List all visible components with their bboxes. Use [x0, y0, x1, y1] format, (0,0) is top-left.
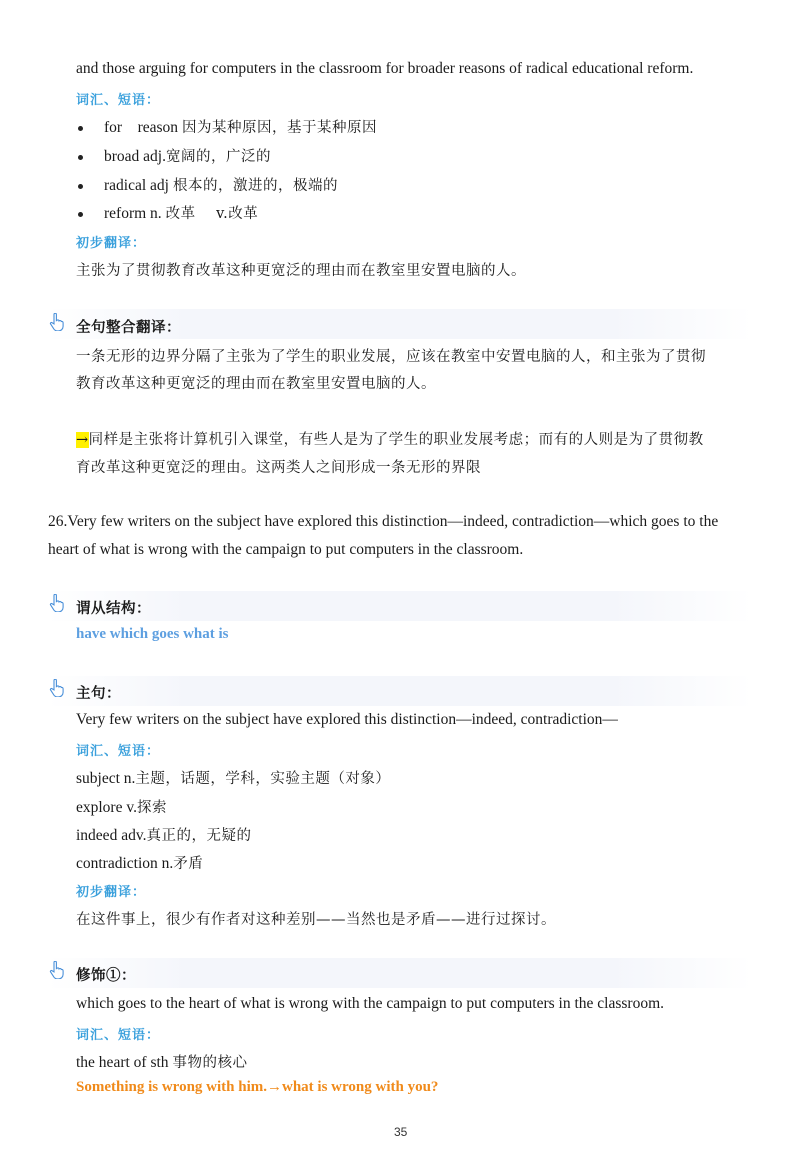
vocab-term: radical adj	[104, 177, 169, 194]
bullet-icon	[78, 212, 83, 217]
vocab-item	[76, 796, 167, 817]
vocab-item	[76, 1051, 248, 1072]
vocab-term: subject n.	[76, 770, 136, 787]
vocab-def: 根本的，激进的，极端的	[172, 178, 338, 194]
modifier-text: which goes to the heart of what is wrong with the campaign to put computers in the classroom.	[76, 995, 665, 1012]
pointing-hand-icon	[48, 961, 64, 979]
vocab-def: 主题，话题，学科，实验主题（对象）	[135, 771, 391, 787]
prelim-translation-text: 在这件事上，很少有作者对这种差别——当然也是矛盾——进行过探讨。	[76, 912, 556, 928]
main-clause-title: 主句：	[76, 685, 121, 702]
vocab-term: the heart of sth	[76, 1054, 169, 1071]
vocab-term: contradiction n.	[76, 855, 174, 872]
vocab-item	[104, 145, 271, 166]
predicate-structure-text: have which goes what is	[76, 626, 229, 642]
sentence-26-line: 26.Very few writers on the subject have explored this distinction—indeed, contradiction—which goes to the	[48, 513, 719, 530]
vocab-def: 真正的，无疑的	[146, 828, 252, 844]
full-translation-title: 全句整合翻译：	[76, 319, 181, 336]
page-number: 35	[394, 1125, 408, 1139]
pointing-hand-icon	[48, 313, 64, 331]
vocab-def: 事物的核心	[172, 1055, 248, 1071]
vocab-term: explore v.	[76, 799, 137, 816]
vocab-def: 因为某种原因，基于某种原因	[182, 120, 378, 136]
pointing-hand-icon	[48, 679, 64, 697]
vocab-label: 词汇、短语：	[76, 1028, 161, 1043]
prelim-translation-label: 初步翻译：	[76, 236, 147, 251]
vocab-item	[104, 202, 258, 223]
alt-translation-line	[76, 428, 704, 449]
vocab-def: 矛盾	[173, 856, 204, 872]
arrow-highlight: →	[76, 432, 89, 448]
section-header-bar	[48, 676, 752, 706]
alt-translation-text: 同样是主张将计算机引入课堂，有些人是为了学生的职业发展考虑；而有的人则是为了贯彻教	[88, 432, 704, 448]
prelim-translation-label: 初步翻译：	[76, 885, 147, 900]
modifier-title: 修饰①：	[76, 967, 136, 984]
section-header-bar	[48, 958, 752, 988]
vocab-item	[104, 116, 377, 137]
section-header-bar	[48, 591, 752, 621]
vocab-item	[76, 824, 251, 845]
predicate-structure-title: 谓从结构：	[76, 600, 151, 617]
vocab-term: reform n.	[104, 205, 162, 222]
vocab-def: 宽阔的，广泛的	[165, 149, 271, 165]
bullet-icon	[78, 155, 83, 160]
full-translation-line: 一条无形的边界分隔了主张为了学生的职业发展，应该在教室中安置电脑的人，和主张为了贯彻	[76, 349, 706, 365]
vocab-label: 词汇、短语：	[76, 93, 161, 108]
vocab-def: 探索	[136, 800, 167, 816]
vocab-term: indeed adv.	[76, 827, 147, 844]
vocab-def: 改革 v.改革	[165, 206, 259, 222]
sentence-26-line: heart of what is wrong with the campaign to put computers in the classroom.	[48, 541, 524, 558]
vocab-label: 词汇、短语：	[76, 744, 161, 759]
full-translation-line: 教育改革这种更宽泛的理由而在教室里安置电脑的人。	[76, 376, 436, 392]
intro-line: and those arguing for computers in the classroom for broader reasons of radical educational reform.	[76, 60, 694, 77]
vocab-item	[76, 767, 390, 788]
prelim-translation-text: 主张为了贯彻教育改革这种更宽泛的理由而在教室里安置电脑的人。	[76, 263, 526, 279]
example-sentence: Something is wrong with him.→what is wrong with you?	[76, 1079, 439, 1095]
vocab-item	[104, 174, 338, 195]
vocab-term: broad adj.	[104, 148, 166, 165]
vocab-item	[76, 852, 203, 873]
main-clause-text: Very few writers on the subject have explored this distinction—indeed, contradiction—	[76, 711, 618, 728]
pointing-hand-icon	[48, 594, 64, 612]
bullet-icon	[78, 126, 83, 131]
vocab-term: for reason	[104, 119, 179, 136]
alt-translation-line: 育改革这种更宽泛的理由。这两类人之间形成一条无形的界限	[76, 460, 481, 476]
bullet-icon	[78, 184, 83, 189]
